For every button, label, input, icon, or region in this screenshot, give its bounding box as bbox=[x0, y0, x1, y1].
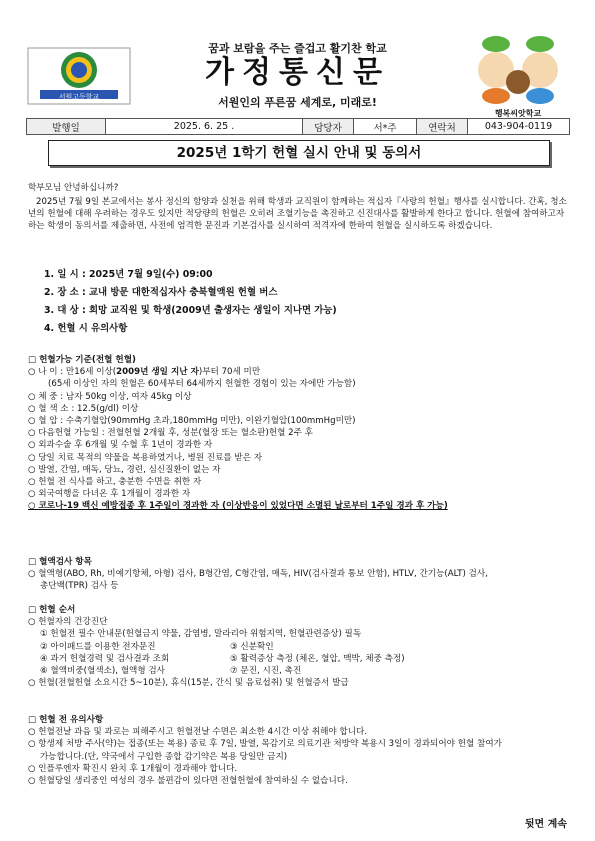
event-place: 2. 장 소 : 교내 방문 대한적십자사 충북혈액원 헌혈 버스 bbox=[44, 287, 278, 298]
restriction-item: ○ 헌혈 전 식사를 하고, 충분한 수면을 취한 자 bbox=[28, 477, 202, 488]
precautions-section bbox=[28, 714, 572, 787]
age-criterion bbox=[28, 366, 572, 378]
blood-test-line: 총단백(TPR) 검사 등 bbox=[40, 581, 119, 592]
owner-name: 서*주 bbox=[354, 119, 417, 135]
procedure-step-row bbox=[28, 641, 572, 653]
weight-criterion: ○ 체 중 : 남자 50kg 이상, 여자 45kg 이상 bbox=[28, 391, 192, 402]
restriction-item: ○ 외국여행을 다녀온 후 1개월이 경과한 자 bbox=[28, 489, 191, 500]
procedure-step: ③ 신분확인 bbox=[230, 641, 274, 652]
issue-date-label: 발행일 bbox=[27, 119, 106, 135]
info-table bbox=[26, 118, 570, 135]
procedure-step: ⑤ 활력증상 측정 (체온, 혈압, 맥박, 체중 측정) bbox=[230, 653, 405, 664]
intro-paragraph: 2025년 7월 9일 본교에서는 봉사 정신의 함양과 실천을 위해 학생과 교직원이 함께하는 적십자『사랑의 헌혈』행사를 실시합니다. 간혹, 청소년의 헌혈에 대해 우려하는 경우도 있지만 적당량의 헌혈은 오히려 조혈기능을 촉진하고 신진대사를 활발하게 한다고 합니다. 헌혈에 참여하고자 하는 학생이 동의서를 제출하면, 사전에 엄격한 문진과 기본검사를 실시하여 적격자에 한하여 헌혈을 실시하도록 하겠습니다. bbox=[28, 197, 567, 231]
procedure-step: ② 아이패드를 이용한 전자문진 bbox=[40, 641, 156, 652]
procedure-step: ⑥ 혈액비중(혈색소), 혈액형 검사 bbox=[40, 666, 165, 677]
age-note: (65세 이상인 자의 헌혈은 60세부터 64세까지 헌혈한 경험이 있는 자에만 가능함) bbox=[48, 379, 356, 390]
eligibility-section bbox=[28, 354, 572, 513]
event-details bbox=[44, 266, 337, 338]
procedure-sub: ○ 헌혈자의 건강진단 bbox=[28, 617, 108, 628]
age-bold: 2009년 생일 지난 자 bbox=[116, 367, 199, 378]
blood-test-heading: □ 혈액검사 항목 bbox=[28, 557, 92, 567]
issue-date: 2025. 6. 25 . bbox=[106, 119, 303, 135]
school-name-left: 서원고등학교 bbox=[58, 93, 100, 101]
contact-label: 연락처 bbox=[417, 119, 468, 135]
document-title: 2025년 1학기 헌혈 실시 안내 및 동의서 bbox=[48, 140, 550, 166]
precautions-heading: □ 헌혈 전 유의사항 bbox=[28, 715, 104, 725]
precaution-item: ○ 헌혈전날 과음 및 과로는 피해주시고 헌혈전날 수면은 최소한 4시간 이상 취해야 합니다. bbox=[28, 727, 368, 738]
event-notes: 4. 헌혈 시 유의사항 bbox=[44, 323, 128, 334]
precaution-item: ○ 인플루엔자 확진시 완치 후 1개월이 경과해야 합니다. bbox=[28, 763, 238, 774]
owner-label: 담당자 bbox=[303, 119, 354, 135]
hemoglobin-criterion: ○ 혈 색 소 : 12.5(g/dl) 이상 bbox=[28, 403, 139, 414]
blood-test-line: ○ 혈액형(ABO, Rh, 비예기항체, 아형) 검사, B형간염, C형간염, 매독, HIV(검사결과 통보 안함), HTLV, 간기능(ALT) 검사, bbox=[28, 569, 488, 580]
age-text: ○ 나 이 : 만16세 이상( bbox=[28, 367, 117, 378]
greeting: 학부모님 안녕하십니까? bbox=[28, 183, 119, 193]
school-logo-right bbox=[466, 30, 570, 108]
precaution-item: ○ 항생제 처방 주사(약)는 접종(또는 복용) 종료 후 7일, 발열, 목감기로 의료기관 처방약 복용시 3일이 경과되어야 헌혈 참여가 bbox=[28, 739, 502, 750]
age-text-end: )부터 70세 미만 bbox=[198, 367, 261, 378]
restriction-item: ○ 외과수술 후 6개월 및 수혈 후 1년이 경과한 자 bbox=[28, 440, 213, 451]
page-title: 가정통신문 bbox=[205, 55, 390, 90]
procedure-final: ○ 헌혈(전혈헌혈 소요시간 5~10분), 휴식(15분, 간식 및 음료섭취) 및 헌혈증서 발급 bbox=[28, 678, 349, 689]
contact-number: 043-904-0119 bbox=[468, 119, 570, 135]
procedure-heading: □ 헌혈 순서 bbox=[28, 605, 76, 615]
covid-restriction: ○ 코로나-19 백신 예방접종 후 1주일이 경과한 자 (이상반응이 있었다면 소멸된 날로부터 1주일 경과 후 가능) bbox=[28, 501, 448, 512]
event-date: 1. 일 시 : 2025년 7월 9일(수) 09:00 bbox=[44, 269, 213, 280]
page-subtitle: 서원인의 푸른꿈 세계로, 미래로! bbox=[218, 96, 377, 109]
procedure-section bbox=[28, 604, 572, 689]
event-target: 3. 대 상 : 희망 교직원 및 학생(2009년 출생자는 생일이 지나면 가능) bbox=[44, 305, 337, 316]
procedure-step: ⑦ 문진, 시진, 촉진 bbox=[230, 666, 302, 677]
procedure-step: ④ 과거 헌혈경력 및 검사결과 조회 bbox=[40, 653, 170, 664]
school-motto: 꿈과 보람을 주는 즐겁고 활기찬 학교 bbox=[208, 42, 387, 55]
precaution-item-cont: 가능합니다.(단, 약국에서 구입한 종합 감기약은 복용 당일만 금지) bbox=[40, 751, 288, 762]
procedure-step: ① 헌혈전 필수 안내문(헌혈금지 약물, 감염병, 말라리아 위험지역, 헌혈관련증상) 필독 bbox=[40, 629, 362, 640]
blood-pressure-criterion: ○ 혈 압 : 수축기혈압(90mmHg 초과,180mmHg 미만), 이완기혈압(100mmHg미만) bbox=[28, 416, 356, 427]
procedure-step-row bbox=[28, 653, 572, 665]
precaution-item: ○ 헌혈당일 생리중인 여성의 경우 불편감이 있다면 전혈헌혈에 참여하실 수 없습니다. bbox=[28, 776, 348, 787]
interval-criterion: ○ 다음헌혈 가능일 : 전혈헌혈 2개월 후, 성분(혈장 또는 혈소판)헌혈 2주 후 bbox=[28, 428, 313, 439]
restriction-item: ○ 당일 치료 목적의 약물을 복용하였거나, 병원 진료를 받은 자 bbox=[28, 452, 263, 463]
school-name-right: 행복씨앗학교 bbox=[494, 109, 542, 118]
procedure-step-row bbox=[28, 665, 572, 677]
continue-note: 뒷면 계속 bbox=[524, 819, 567, 830]
blood-test-section bbox=[28, 556, 572, 593]
eligibility-heading: □ 헌혈가능 기준(전혈 헌혈) bbox=[28, 355, 136, 365]
restriction-item: ○ 발열, 간염, 매독, 당뇨, 경련, 심신질환이 없는 자 bbox=[28, 464, 221, 475]
